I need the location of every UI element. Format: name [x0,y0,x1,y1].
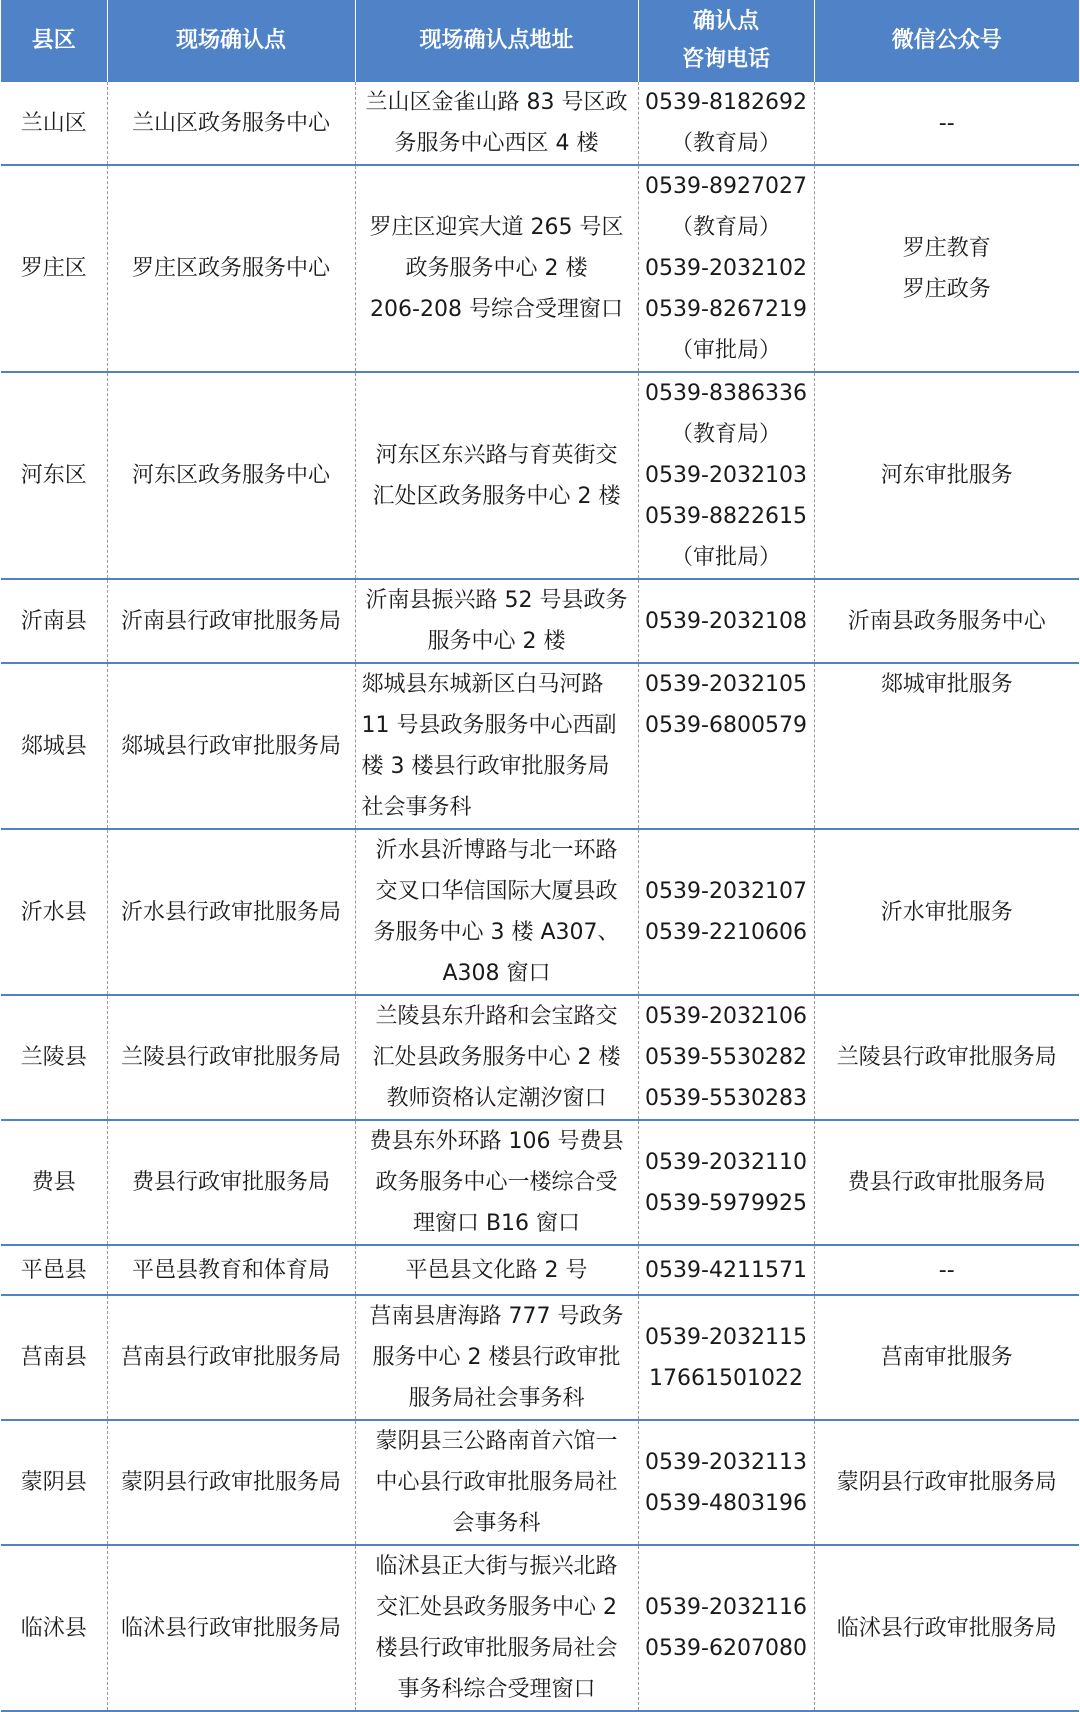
address-line: 平邑县文化路 2 号 [405,1257,588,1283]
point-cell: 郯城县行政审批服务局 [107,663,355,829]
address-cell [355,1420,638,1545]
phone-line: （审批局） [670,338,781,363]
wechat-line: 罗庄教育 [902,235,991,261]
table-row [1,829,1079,995]
address-cell [355,1120,638,1245]
wechat-cell [814,579,1079,663]
point-cell: 河东区政务服务中心 [107,372,355,579]
phone-cell [638,995,814,1120]
phone-cell [638,1120,814,1245]
point-cell: 兰陵县行政审批服务局 [107,995,355,1120]
address-line: 汇处区政务服务中心 2 楼 [372,483,621,509]
wechat-cell [814,372,1079,579]
wechat-line: 莒南审批服务 [880,1345,1013,1370]
phone-cell [638,165,814,372]
wechat-line: 费县行政审批服务局 [847,1170,1046,1195]
point-cell: 罗庄区政务服务中心 [107,165,355,372]
phone-line: 0539-8386336 [645,381,807,406]
header-county: 县区 [1,0,107,82]
wechat-cell [814,165,1079,372]
header-phone [638,0,814,82]
address-cell [355,829,638,995]
wechat-cell [814,995,1079,1120]
wechat-cell [814,1120,1079,1245]
address-line: 事务科综合受理窗口 [397,1677,596,1702]
phone-cell [638,1545,814,1711]
address-line: 莒南县唐海路 777 号政务 [369,1304,624,1329]
wechat-line: -- [938,1257,955,1283]
table-row [1,995,1079,1120]
wechat-line: 沂南县政务服务中心 [847,608,1046,634]
address-cell [355,82,638,165]
point-cell: 蒙阴县行政审批服务局 [107,1420,355,1545]
address-line: 楼县行政审批服务局社会 [375,1636,618,1661]
county-cell: 河东区 [1,372,107,579]
address-line: 蒙阴县三公路南首六馆一 [375,1429,618,1454]
phone-cell [638,1295,814,1420]
phone-line: 0539-4211571 [645,1257,807,1283]
phone-line: 0539-8822615 [645,504,807,529]
point-cell: 沂水县行政审批服务局 [107,829,355,995]
address-line: 社会事务科 [361,795,472,820]
point-cell: 兰山区政务服务中心 [107,82,355,165]
address-line: 中心县行政审批服务局社 [375,1470,618,1495]
phone-line: 0539-5979925 [645,1190,807,1216]
address-line: 楼 3 楼县行政审批服务局 [361,754,610,779]
phone-cell [638,372,814,579]
wechat-line: 临沭县行政审批服务局 [836,1615,1057,1641]
address-cell [355,165,638,372]
wechat-line: 蒙阴县行政审批服务局 [836,1470,1057,1495]
phone-line: 0539-2032115 [645,1324,807,1350]
phone-cell [638,829,814,995]
address-cell [355,663,638,829]
address-line: 交汇处县政务服务中心 2 [376,1595,617,1620]
wechat-line: 郯城审批服务 [880,672,1013,697]
point-cell: 费县行政审批服务局 [107,1120,355,1245]
point-cell: 平邑县教育和体育局 [107,1245,355,1295]
phone-cell [638,579,814,663]
address-line: 沂南县振兴路 52 号县政务 [365,588,628,613]
phone-cell [638,663,814,829]
address-line: 河东区东兴路与育英街交 [375,442,618,468]
phone-line: 0539-6207080 [645,1636,807,1661]
address-cell [355,1295,638,1420]
address-line: 费县东外环路 106 号费县 [369,1129,624,1154]
wechat-cell [814,1420,1079,1545]
phone-line: 0539-8267219 [645,297,807,322]
county-cell: 平邑县 [1,1245,107,1295]
address-line: 政务服务中心 2 楼 [405,256,588,281]
phone-line: 0539-2032103 [645,463,807,488]
address-line: 沂水县沂博路与北一环路 [375,838,618,863]
wechat-cell [814,82,1079,165]
phone-line: 0539-2210606 [645,920,807,945]
address-line: 兰陵县东升路和会宝路交 [375,1004,618,1029]
address-line: A308 窗口 [442,961,551,986]
address-line: 交叉口华信国际大厦县政 [375,879,618,904]
table-row [1,663,1079,829]
table-row [1,372,1079,579]
phone-line: 0539-2032102 [645,256,807,281]
phone-cell [638,1245,814,1295]
phone-cell [638,82,814,165]
county-cell: 郯城县 [1,663,107,829]
county-cell: 费县 [1,1120,107,1245]
phone-line: 17661501022 [649,1365,803,1391]
address-line: 服务局社会事务科 [408,1386,585,1411]
county-cell: 沂水县 [1,829,107,995]
address-line: 理窗口 B16 窗口 [412,1211,581,1236]
address-line: 临沭县正大街与振兴北路 [375,1554,618,1579]
wechat-cell [814,1295,1079,1420]
wechat-line: 河东审批服务 [880,463,1013,488]
address-cell [355,1245,638,1295]
wechat-line: 兰陵县行政审批服务局 [836,1045,1057,1070]
county-cell: 临沭县 [1,1545,107,1711]
table-header-row [1,0,1079,82]
point-cell: 沂南县行政审批服务局 [107,579,355,663]
point-cell: 莒南县行政审批服务局 [107,1295,355,1420]
table-body [1,82,1079,1711]
phone-line: 0539-8927027 [645,174,807,199]
phone-cell [638,1420,814,1545]
phone-line: 0539-6800579 [645,713,807,738]
address-line: 汇处县政务服务中心 2 楼 [372,1045,621,1070]
table-row [1,1120,1079,1245]
header-wechat: 微信公众号 [814,0,1079,82]
address-line: 兰山区金雀山路 83 号区政 [365,90,628,115]
wechat-line: 沂水审批服务 [880,899,1013,925]
county-cell: 蒙阴县 [1,1420,107,1545]
phone-line: 0539-5530282 [645,1045,807,1070]
table-row [1,1245,1079,1295]
address-cell [355,995,638,1120]
table-row [1,1420,1079,1545]
table-row [1,165,1079,372]
address-line: 会事务科 [452,1511,541,1536]
table-row [1,579,1079,663]
address-line: 政务服务中心一楼综合受 [375,1170,618,1195]
address-line: 206-208 号综合受理窗口 [370,297,623,322]
county-cell: 罗庄区 [1,165,107,372]
confirmation-points-table [1,0,1079,1712]
wechat-line: -- [938,110,955,136]
header-phone-line: 确认点 [692,9,759,34]
phone-line: 0539-4803196 [645,1490,807,1516]
address-line: 郯城县东城新区白马河路 [361,672,604,697]
address-line: 务服务中心西区 4 楼 [394,131,599,156]
address-line: 11 号县政务服务中心西副 [361,713,617,738]
address-line: 教师资格认定潮汐窗口 [386,1086,607,1111]
address-cell [355,579,638,663]
phone-line: 0539-2032113 [645,1449,807,1475]
county-cell: 兰陵县 [1,995,107,1120]
county-cell: 莒南县 [1,1295,107,1420]
wechat-line: 罗庄政务 [902,276,991,302]
phone-line: 0539-2032116 [645,1595,807,1620]
wechat-cell [814,663,1079,829]
address-cell [355,1545,638,1711]
header-address: 现场确认点地址 [355,0,638,82]
phone-line: （教育局） [670,215,781,240]
phone-line: 0539-8182692 [645,90,807,115]
address-cell [355,372,638,579]
table-row [1,82,1079,165]
address-line: 罗庄区迎宾大道 265 号区 [369,215,624,240]
county-cell: 沂南县 [1,579,107,663]
phone-line: 0539-2032105 [645,672,807,697]
phone-line: （教育局） [670,422,781,447]
point-cell: 临沭县行政审批服务局 [107,1545,355,1711]
address-line: 服务中心 2 楼县行政审批 [372,1345,621,1370]
table-row [1,1295,1079,1420]
address-line: 服务中心 2 楼 [427,629,566,654]
phone-line: 0539-5530283 [645,1086,807,1111]
table-row [1,1545,1079,1711]
address-line: 务服务中心 3 楼 A307、 [373,920,620,945]
county-cell: 兰山区 [1,82,107,165]
wechat-cell [814,1245,1079,1295]
phone-line: 0539-2032110 [645,1149,807,1175]
phone-line: （审批局） [670,545,781,570]
wechat-cell [814,1545,1079,1711]
phone-line: 0539-2032107 [645,879,807,904]
header-phone-line: 咨询电话 [681,47,770,72]
phone-line: （教育局） [670,131,781,156]
header-point: 现场确认点 [107,0,355,82]
phone-line: 0539-2032106 [645,1004,807,1029]
wechat-cell [814,829,1079,995]
phone-line: 0539-2032108 [645,608,807,634]
